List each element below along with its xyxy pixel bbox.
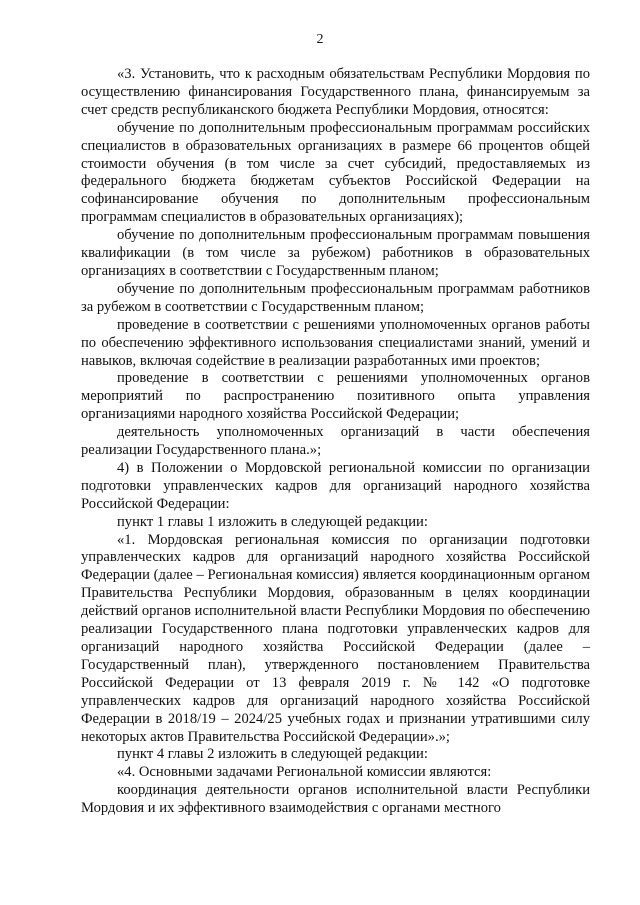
paragraph-regional-commission-regulation: 4) в Положении о Мордовской региональной комиссии по организации подготовки управленческих кадров для организаций народного хозяйства Российской Федерации: <box>81 459 590 512</box>
paragraph-qualification-training: обучение по дополнительным профессиональным программам повышения квалификации (в том числе за рубежом) работников в образовательных организациях в соответствии с Государственным планом; <box>81 227 590 279</box>
document-body <box>81 66 590 818</box>
paragraph-experience-dissemination: проведение в соответствии с решениями уполномоченных органов мероприятий по распространению позитивного опыта управления организациями народного хозяйства Российской Федерации; <box>81 370 590 423</box>
paragraph-expense-obligations-intro: «3. Установить, что к расходным обязательствам Республики Мордовия по осуществлению финансирования Государственного плана, финансируемым за счет средств республиканского бюджета Республики Мордовия, относятся: <box>81 66 590 118</box>
paragraph-training-abroad: обучение по дополнительным профессиональным программам работников за рубежом в соответствии с Государственным планом; <box>81 280 590 315</box>
page-number: 2 <box>316 32 324 47</box>
paragraph-knowledge-usage-work: проведение в соответствии с решениями уполномоченных органов работы по обеспечению эффективного использования специалистами знаний, умений и навыков, включая содействие в реализации разработанных ими проектов; <box>81 316 590 369</box>
paragraph-coordination-activities: координация деятельности органов исполнительной власти Республики Мордовия и их эффективного взаимодействия с органами местного <box>81 782 590 817</box>
paragraph-point-4-amendment: пункт 4 главы 2 изложить в следующей редакции: <box>117 746 428 763</box>
paragraph-main-tasks: «4. Основными задачами Региональной комиссии являются: <box>117 764 492 781</box>
paragraph-training-russian-specialists: обучение по дополнительным профессиональным программам российских специалистов в образовательных организациях в размере 66 процентов общей стоимости обучения (в том числе за счет субсидий, предоставляемых из федерального бюджета бюджетам субъектов Российской Федерации на софинансирование обучения по дополнительным профессиональным программам специалистов в образовательных организациях); <box>81 119 590 226</box>
paragraph-regional-commission-definition: «1. Мордовская региональная комиссия по организации подготовки управленческих кадров для организаций народного хозяйства Российской Федерации (далее – Региональная комиссия) является координационным органом Правительства Республики Мордовия, образованным в целях координации действий органов исполнительной власти Республики Мордовия по обеспечению реализации Государственного плана подготовки управленческих кадров для организаций народного хозяйства Российской Федерации (далее – Государственный план), утвержденного постановлением Правительства Российской Федерации от 13 февраля 2019 г. № 142 «О подготовке управленческих кадров для организаций народного хозяйства Российской Федерации в 2018/19 – 2024/25 учебных годах и признании утратившими силу некоторых актов Правительства Российской Федерации».»; <box>81 531 590 745</box>
paragraph-authorized-organizations: деятельность уполномоченных организаций в части обеспечения реализации Государственного плана.»; <box>81 424 590 459</box>
paragraph-point-1-amendment: пункт 1 главы 1 изложить в следующей редакции: <box>117 513 428 530</box>
